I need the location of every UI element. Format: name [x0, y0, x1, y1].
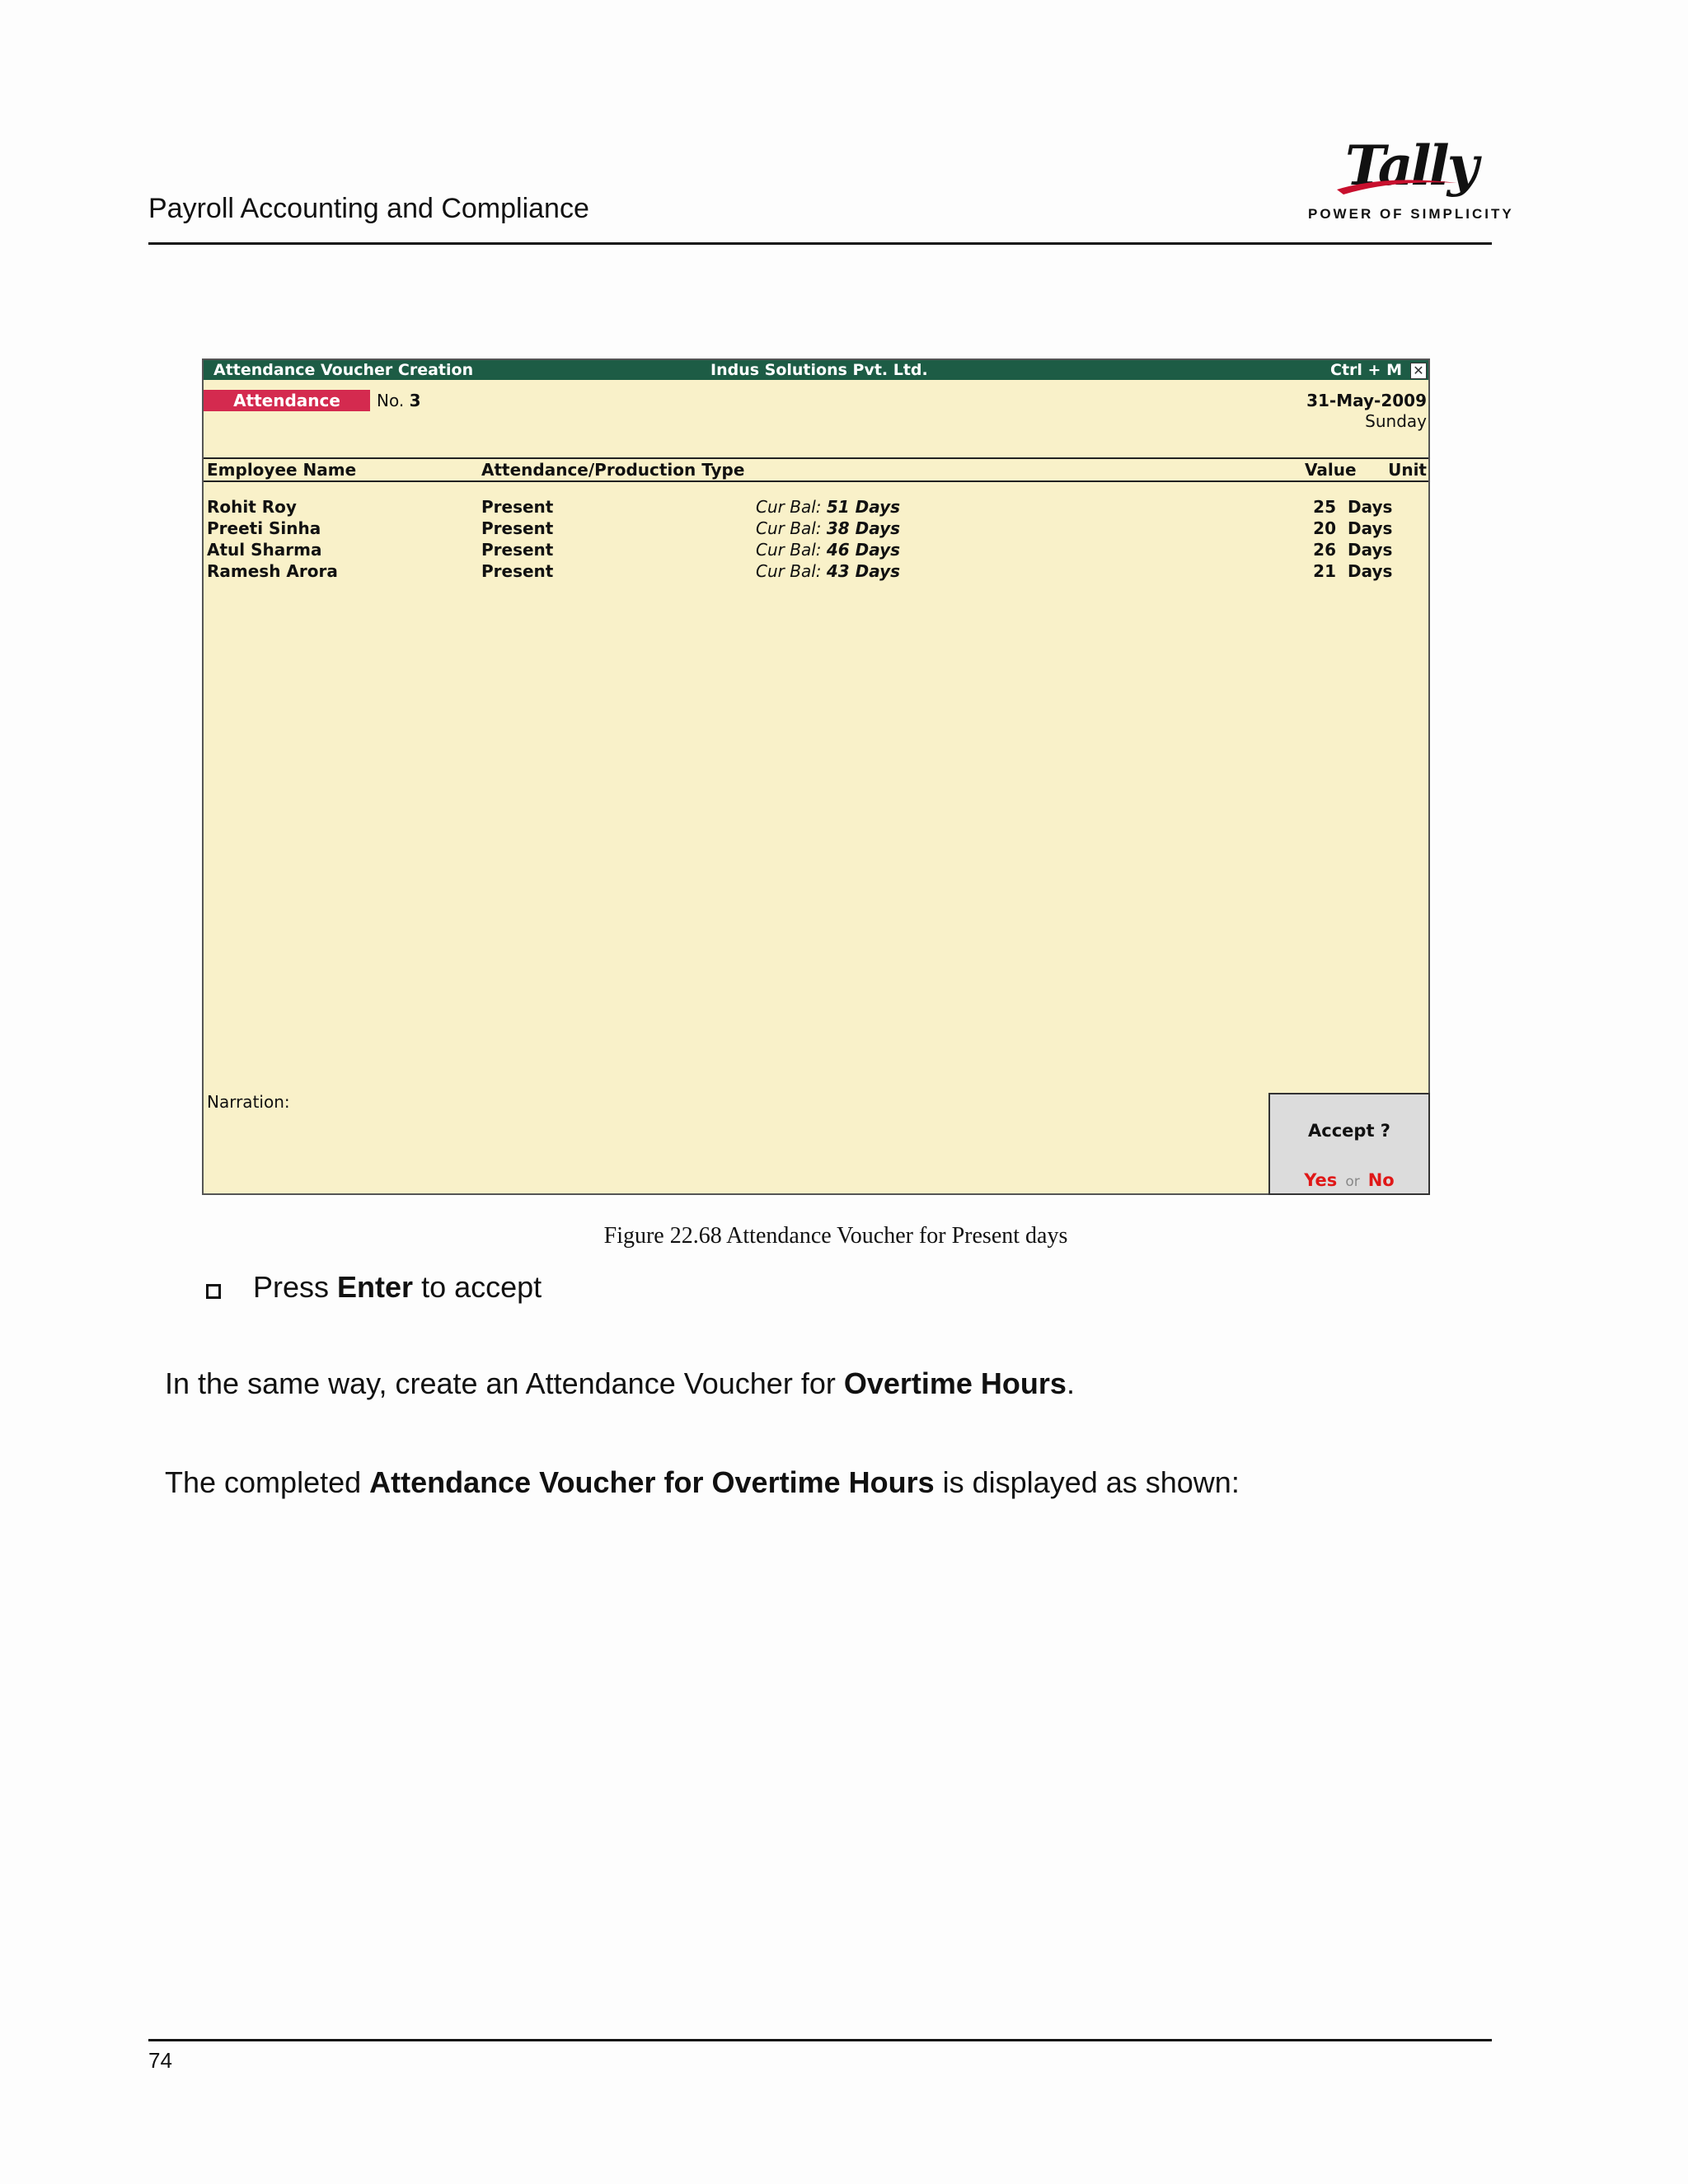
accept-dialog [1268, 1093, 1430, 1195]
attendance-type[interactable]: Present [481, 561, 554, 581]
accept-question: Accept ? [1308, 1121, 1390, 1141]
employee-name[interactable]: Preeti Sinha [207, 518, 321, 538]
accept-options [1270, 1170, 1428, 1190]
accept-yes-button[interactable]: Yes [1304, 1170, 1338, 1190]
bullet-text-pre: Press [253, 1270, 338, 1304]
column-employee-name: Employee Name [207, 460, 357, 480]
column-unit: Unit [1388, 460, 1427, 480]
bullet-square-icon [206, 1284, 221, 1299]
current-balance [756, 496, 900, 518]
logo-swoosh-icon [1335, 173, 1459, 198]
current-balance-label: Cur Bal: [756, 497, 822, 517]
accept-no-button[interactable]: No [1367, 1170, 1395, 1190]
attendance-type[interactable]: Present [481, 540, 554, 560]
current-balance-label: Cur Bal: [756, 540, 822, 560]
para1-post: . [1066, 1366, 1075, 1400]
employee-name[interactable]: Rohit Roy [207, 497, 297, 517]
attendance-unit: Days [1348, 497, 1393, 517]
bullet-text-key: Enter [337, 1270, 414, 1304]
tally-logo [1302, 134, 1514, 224]
attendance-unit: Days [1348, 540, 1393, 560]
current-balance-value: 38 Days [826, 518, 901, 538]
para2-pre: The completed [165, 1465, 370, 1499]
logo-wordmark: Tally [1345, 134, 1477, 198]
tally-voucher-screen [202, 359, 1430, 1195]
para2-bold: Attendance Voucher for Overtime Hours [369, 1465, 935, 1499]
para2-post: is displayed as shown: [934, 1465, 1240, 1499]
close-icon[interactable]: ✕ [1410, 363, 1427, 379]
column-attendance-type: Attendance/Production Type [481, 460, 745, 480]
shortcut-hint: Ctrl + M [1330, 361, 1402, 379]
paragraph-overtime-instruction [165, 1366, 1075, 1401]
figure-caption: Figure 22.68 Attendance Voucher for Present days [603, 1223, 1068, 1249]
voucher-number [377, 390, 420, 411]
voucher-number-label: No. [377, 391, 405, 410]
column-header-row [204, 457, 1428, 482]
table-row[interactable] [204, 539, 1428, 560]
narration-label[interactable]: Narration: [207, 1092, 290, 1112]
logo-tagline: POWER OF SIMPLICITY [1308, 206, 1514, 222]
current-balance-label: Cur Bal: [756, 561, 822, 581]
footer-divider [148, 2039, 1492, 2041]
accept-or-text: or [1345, 1174, 1360, 1190]
column-value: Value [1305, 460, 1357, 480]
voucher-date[interactable]: 31-May-2009 [1306, 391, 1427, 410]
voucher-type-badge[interactable]: Attendance [204, 390, 370, 411]
bullet-text-post: to accept [413, 1270, 542, 1304]
table-row[interactable] [204, 560, 1428, 582]
attendance-value[interactable]: 25 [1313, 497, 1336, 517]
current-balance [756, 539, 900, 560]
table-row[interactable] [204, 496, 1428, 518]
screen-title: Attendance Voucher Creation [213, 361, 474, 379]
table-row[interactable] [204, 518, 1428, 539]
para1-pre: In the same way, create an Attendance Voucher for [165, 1366, 844, 1400]
header-divider [148, 242, 1492, 245]
attendance-type[interactable]: Present [481, 518, 554, 538]
title-bar [204, 360, 1428, 380]
para1-bold: Overtime Hours [843, 1366, 1067, 1400]
attendance-value[interactable]: 21 [1313, 561, 1336, 581]
employee-name[interactable]: Atul Sharma [207, 540, 322, 560]
voucher-number-value: 3 [409, 391, 421, 410]
attendance-unit: Days [1348, 561, 1393, 581]
paragraph-overtime-result [165, 1465, 1240, 1500]
current-balance-label: Cur Bal: [756, 518, 822, 538]
attendance-value[interactable]: 20 [1313, 518, 1336, 538]
current-balance [756, 518, 900, 539]
page-number: 74 [148, 2048, 172, 2073]
attendance-unit: Days [1348, 518, 1393, 538]
employee-name[interactable]: Ramesh Arora [207, 561, 338, 581]
current-balance-value: 51 Days [826, 497, 901, 517]
company-name: Indus Solutions Pvt. Ltd. [710, 361, 928, 379]
current-balance [756, 560, 900, 582]
current-balance-value: 43 Days [826, 561, 901, 581]
bullet-instruction [253, 1270, 542, 1305]
current-balance-value: 46 Days [826, 540, 901, 560]
voucher-day: Sunday [1365, 411, 1427, 431]
attendance-value[interactable]: 26 [1313, 540, 1336, 560]
page-header-title: Payroll Accounting and Compliance [148, 193, 589, 224]
attendance-type[interactable]: Present [481, 497, 554, 517]
